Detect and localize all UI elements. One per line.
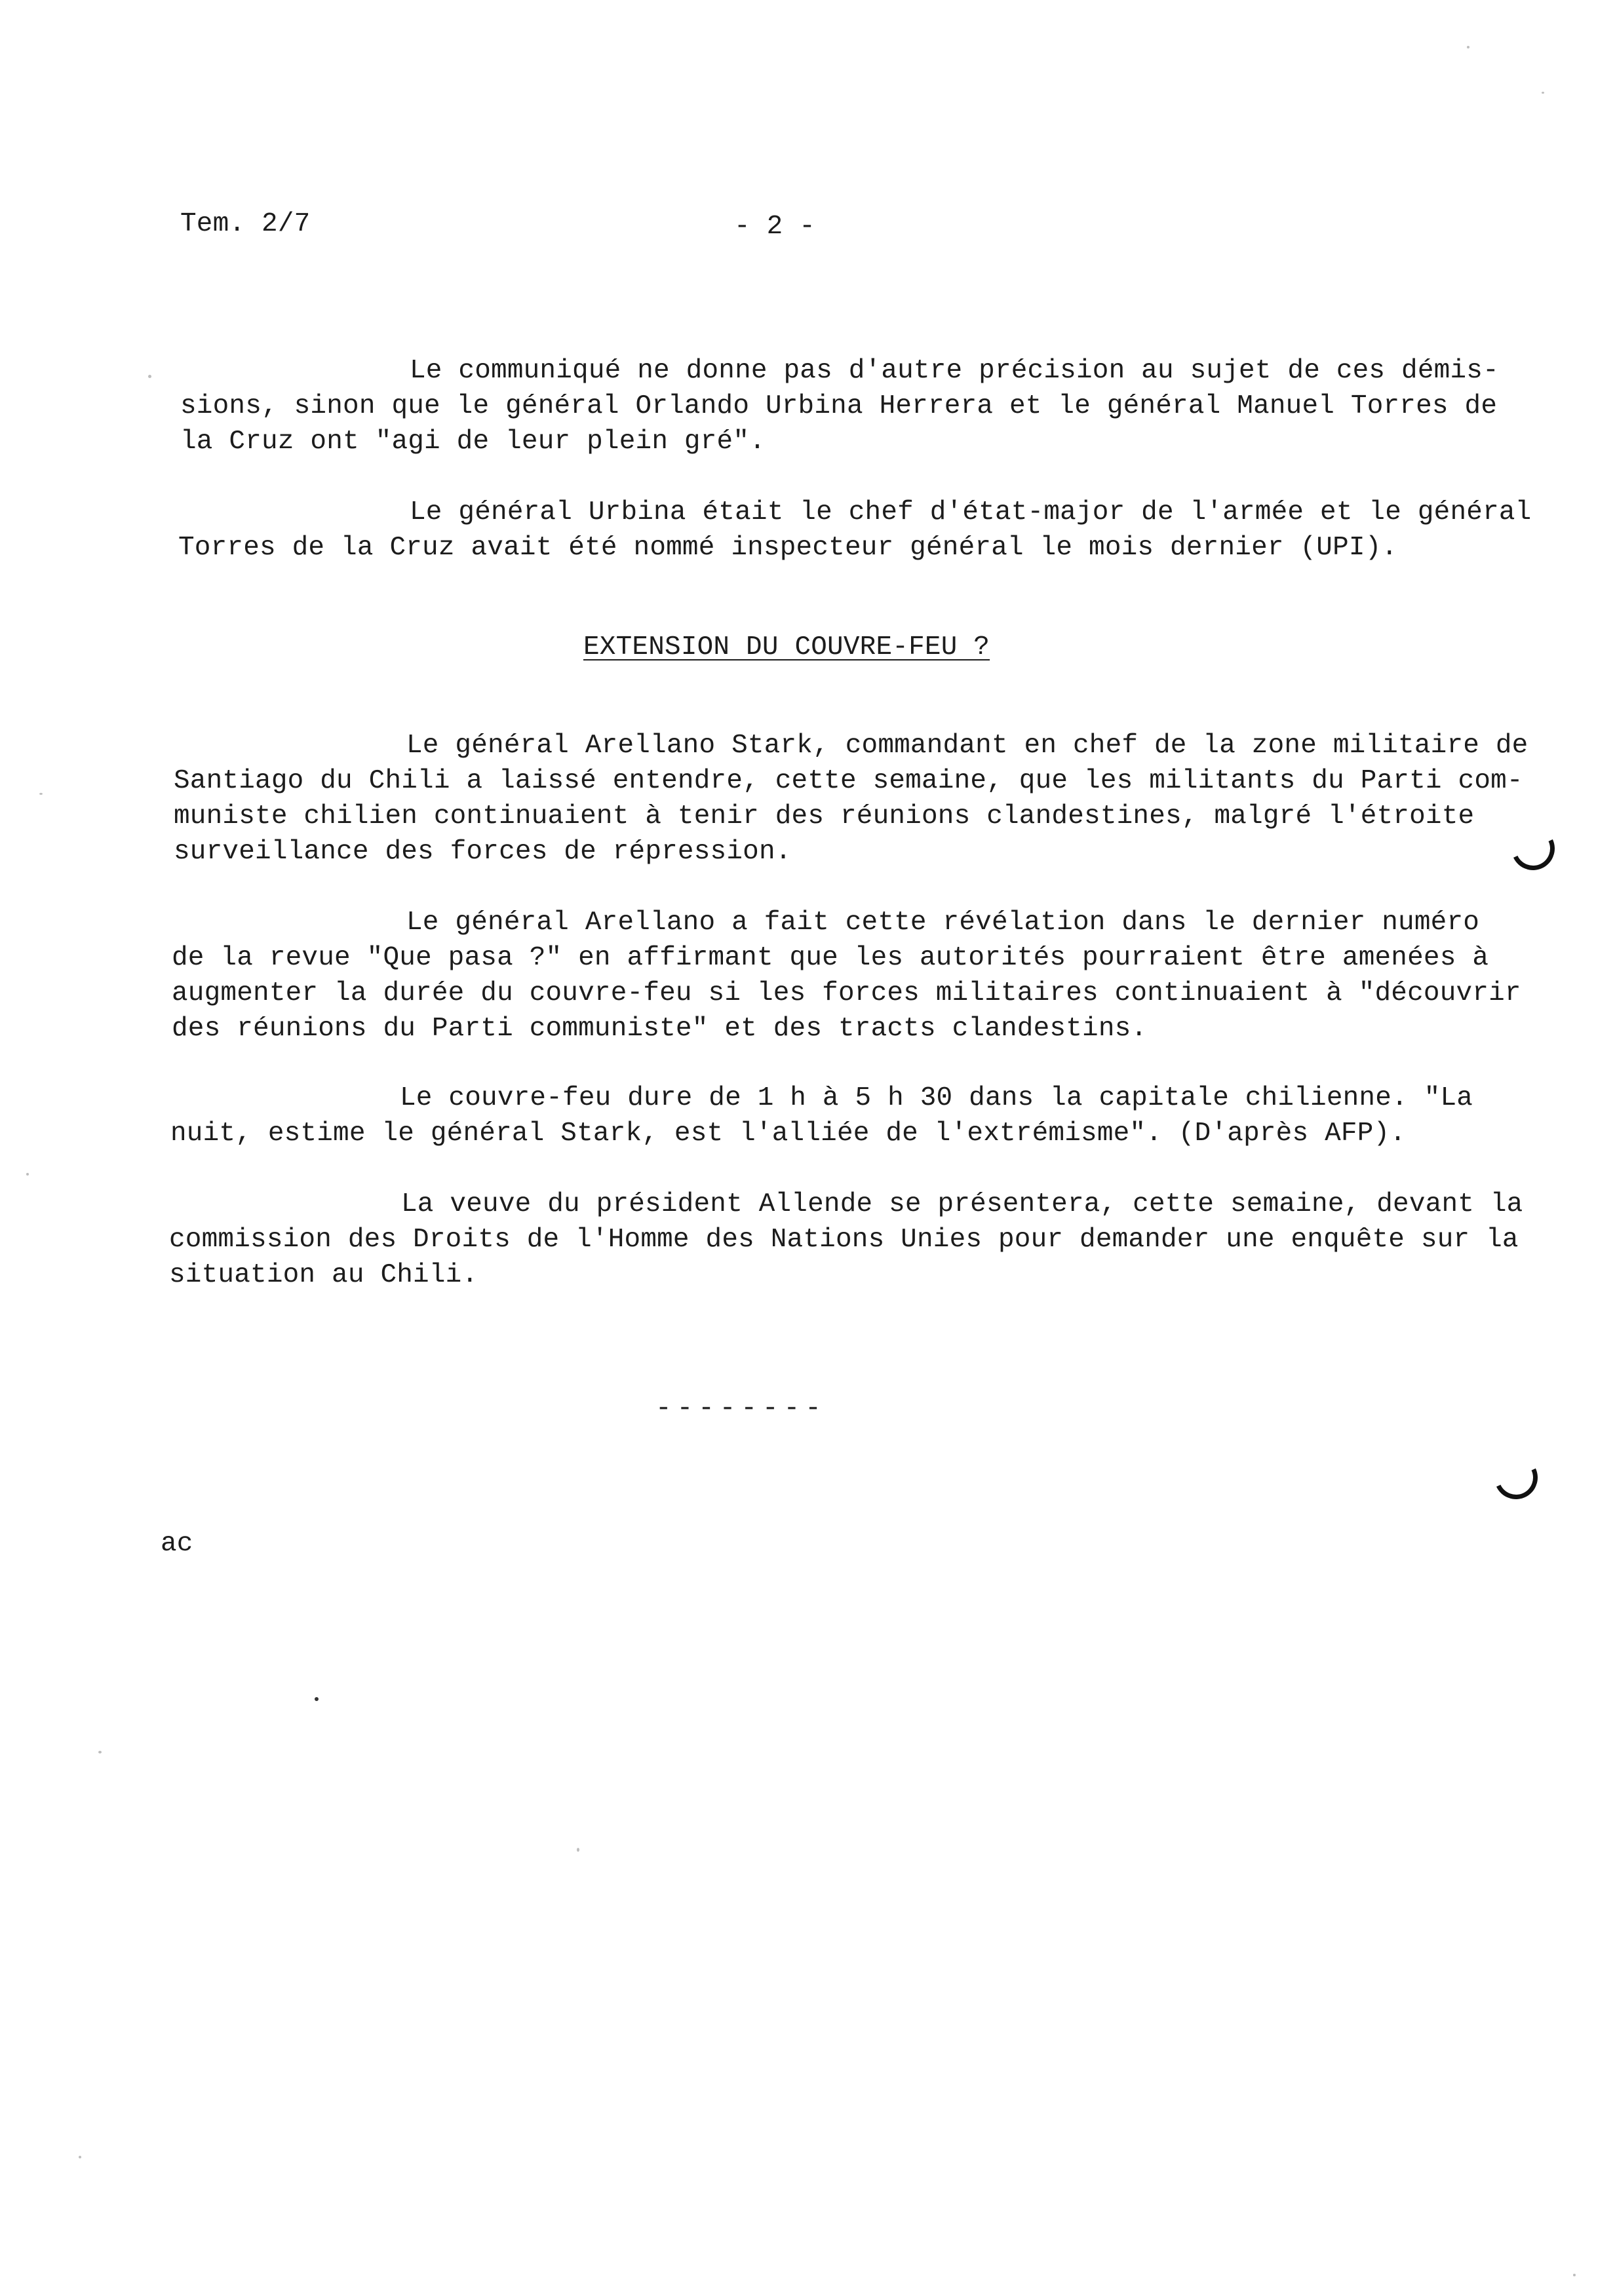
- separator-dashes: --------: [655, 1394, 827, 1424]
- paragraph-line: Santiago du Chili a laissé entendre, cette semaine, que les militants du Parti com-: [174, 766, 1523, 796]
- paragraph-line: La veuve du président Allende se présentera, cette semaine, devant la: [401, 1189, 1523, 1219]
- scan-speck: [577, 1848, 579, 1852]
- paragraph-line: muniste chilien continuaient à tenir des réunions clandestines, malgré l'étroite: [174, 801, 1475, 832]
- paragraph-line: des réunions du Parti communiste" et des tracts clandestins.: [172, 1014, 1148, 1044]
- punch-hole-mark: [1506, 821, 1561, 877]
- page-number: - 2 -: [734, 212, 816, 242]
- paragraph-line: Le couvre-feu dure de 1 h à 5 h 30 dans la capitale chilienne. "La: [400, 1083, 1473, 1113]
- paragraph-line: augmenter la durée du couvre-feu si les forces militaires continuaient à "découvrir: [172, 978, 1521, 1008]
- scan-speck: [1573, 2274, 1576, 2276]
- paragraph-line: surveillance des forces de répression.: [174, 837, 792, 867]
- scan-speck: [79, 2156, 81, 2158]
- scan-speck: [26, 1173, 29, 1176]
- document-reference: Tem. 2/7: [180, 209, 311, 239]
- scan-speck: [1542, 92, 1544, 94]
- paragraph-line: Torres de la Cruz avait été nommé inspecteur général le mois dernier (UPI).: [178, 533, 1398, 563]
- scan-speck: [315, 1697, 319, 1701]
- scan-speck: [1467, 46, 1469, 48]
- paragraph-line: la Cruz ont "agi de leur plein gré".: [180, 427, 766, 457]
- paragraph-line: Le général Arellano a fait cette révélation dans le dernier numéro: [406, 908, 1480, 938]
- paragraph-line: Le communiqué ne donne pas d'autre précision au sujet de ces démis-: [410, 356, 1499, 386]
- scan-speck: [39, 793, 43, 795]
- typist-initials: ac: [161, 1529, 193, 1559]
- scan-speck: [148, 375, 151, 378]
- paragraph-line: de la revue "Que pasa ?" en affirmant que les autorités pourraient être amenées à: [172, 943, 1489, 973]
- paragraph-line: commission des Droits de l'Homme des Nations Unies pour demander une enquête sur la: [169, 1225, 1519, 1255]
- paragraph-line: nuit, estime le général Stark, est l'alliée de l'extrémisme". (D'après AFP).: [170, 1119, 1407, 1149]
- section-heading: EXTENSION DU COUVRE-FEU ?: [583, 632, 990, 662]
- punch-hole-mark: [1489, 1450, 1544, 1506]
- scan-speck: [98, 1751, 102, 1753]
- paragraph-line: sions, sinon que le général Orlando Urbina Herrera et le général Manuel Torres de: [180, 391, 1498, 421]
- paragraph-line: situation au Chili.: [169, 1260, 478, 1290]
- paragraph-line: Le général Arellano Stark, commandant en chef de la zone militaire de: [406, 731, 1528, 761]
- paragraph-line: Le général Urbina était le chef d'état-major de l'armée et le général: [410, 497, 1532, 527]
